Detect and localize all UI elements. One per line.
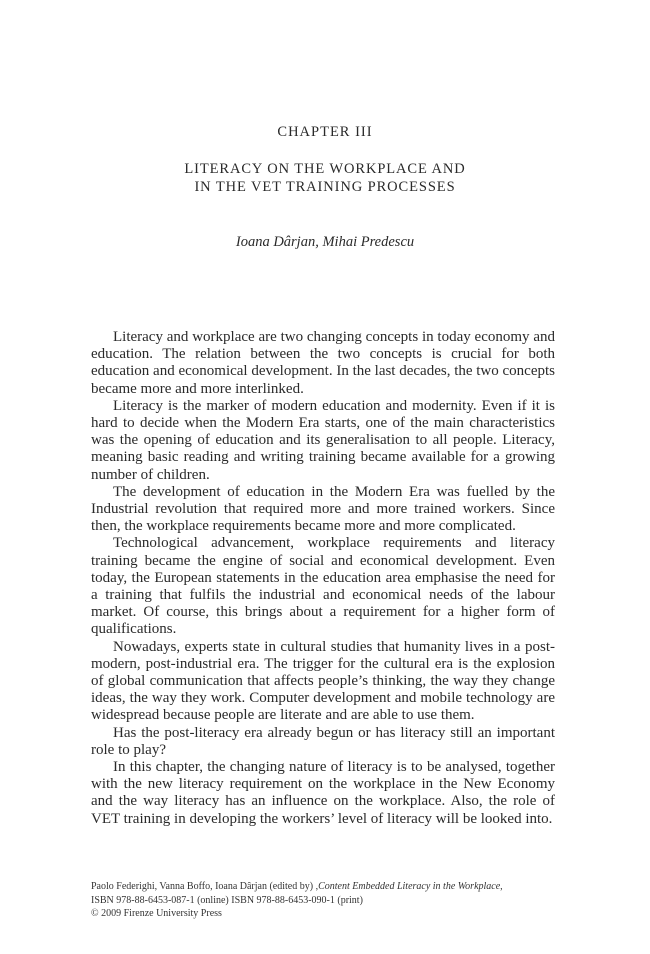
paragraph-2: Literacy is the marker of modern education and modernity. Even if it is hard to decide when the Modern Era starts, one of the main characteristics was the opening of education and its generalisation to all people. Literacy, meaning basic reading and writing training became available for a growing number of children. — [91, 397, 555, 483]
chapter-title — [0, 160, 650, 196]
chapter-label: CHAPTER III — [277, 124, 373, 140]
paragraph-1: Literacy and workplace are two changing concepts in today economy and education. The relation between the two concepts is crucial for both education and economical development. In the last decades, the two concepts became more and more interlinked. — [91, 329, 555, 397]
chapter-body — [91, 329, 555, 828]
footer-isbn: ISBN 978-88-6453-087-1 (online) ISBN 978-88-6453-090-1 (print) — [91, 894, 363, 906]
footer-copyright: © 2009 Firenze University Press — [91, 908, 222, 919]
paragraph-7: In this chapter, the changing nature of literacy is to be analysed, together with the new literacy requirement on the workplace in the New Economy and the way literacy has an influence on the workplace. Also, the role of VET training in developing the workers’ level of literacy will be looked into. — [91, 759, 555, 827]
chapter-authors: Ioana Dârjan, Mihai Predescu — [235, 234, 415, 250]
page-footer — [91, 880, 561, 921]
paragraph-5: Nowadays, experts state in cultural studies that humanity lives in a post-modern, post-industrial era. The trigger for the cultural era is the explosion of global communication that affects people’s thinking, the way they change ideas, the way they work. Computer development and mobile technology are widespread because people are literate and are able to use them. — [91, 638, 555, 724]
footer-editors: Paolo Federighi, Vanna Boffo, Ioana Dârjan (edited by) , — [91, 881, 319, 892]
chapter-title-line-1: LITERACY ON THE WORKPLACE AND — [184, 161, 466, 177]
footer-book-title: Content Embedded Literacy in the Workplace, — [318, 881, 503, 892]
footer-citation — [91, 880, 561, 894]
chapter-title-line-2: IN THE VET TRAINING PROCESSES — [194, 179, 456, 195]
paragraph-3: The development of education in the Modern Era was fuelled by the Industrial revolution that required more and more trained workers. Since then, the workplace requirements became more and more complicated. — [91, 483, 555, 535]
paragraph-6: Has the post-literacy era already begun or has literacy still an important role to play? — [91, 724, 555, 758]
paragraph-4: Technological advancement, workplace requirements and literacy training became the engine of social and economical development. Even today, the European statements in the education area emphasise the need for a training that fulfils the industrial and economical needs of the labour market. Of course, this brings about a requirement for a higher form of qualifications. — [91, 535, 555, 638]
